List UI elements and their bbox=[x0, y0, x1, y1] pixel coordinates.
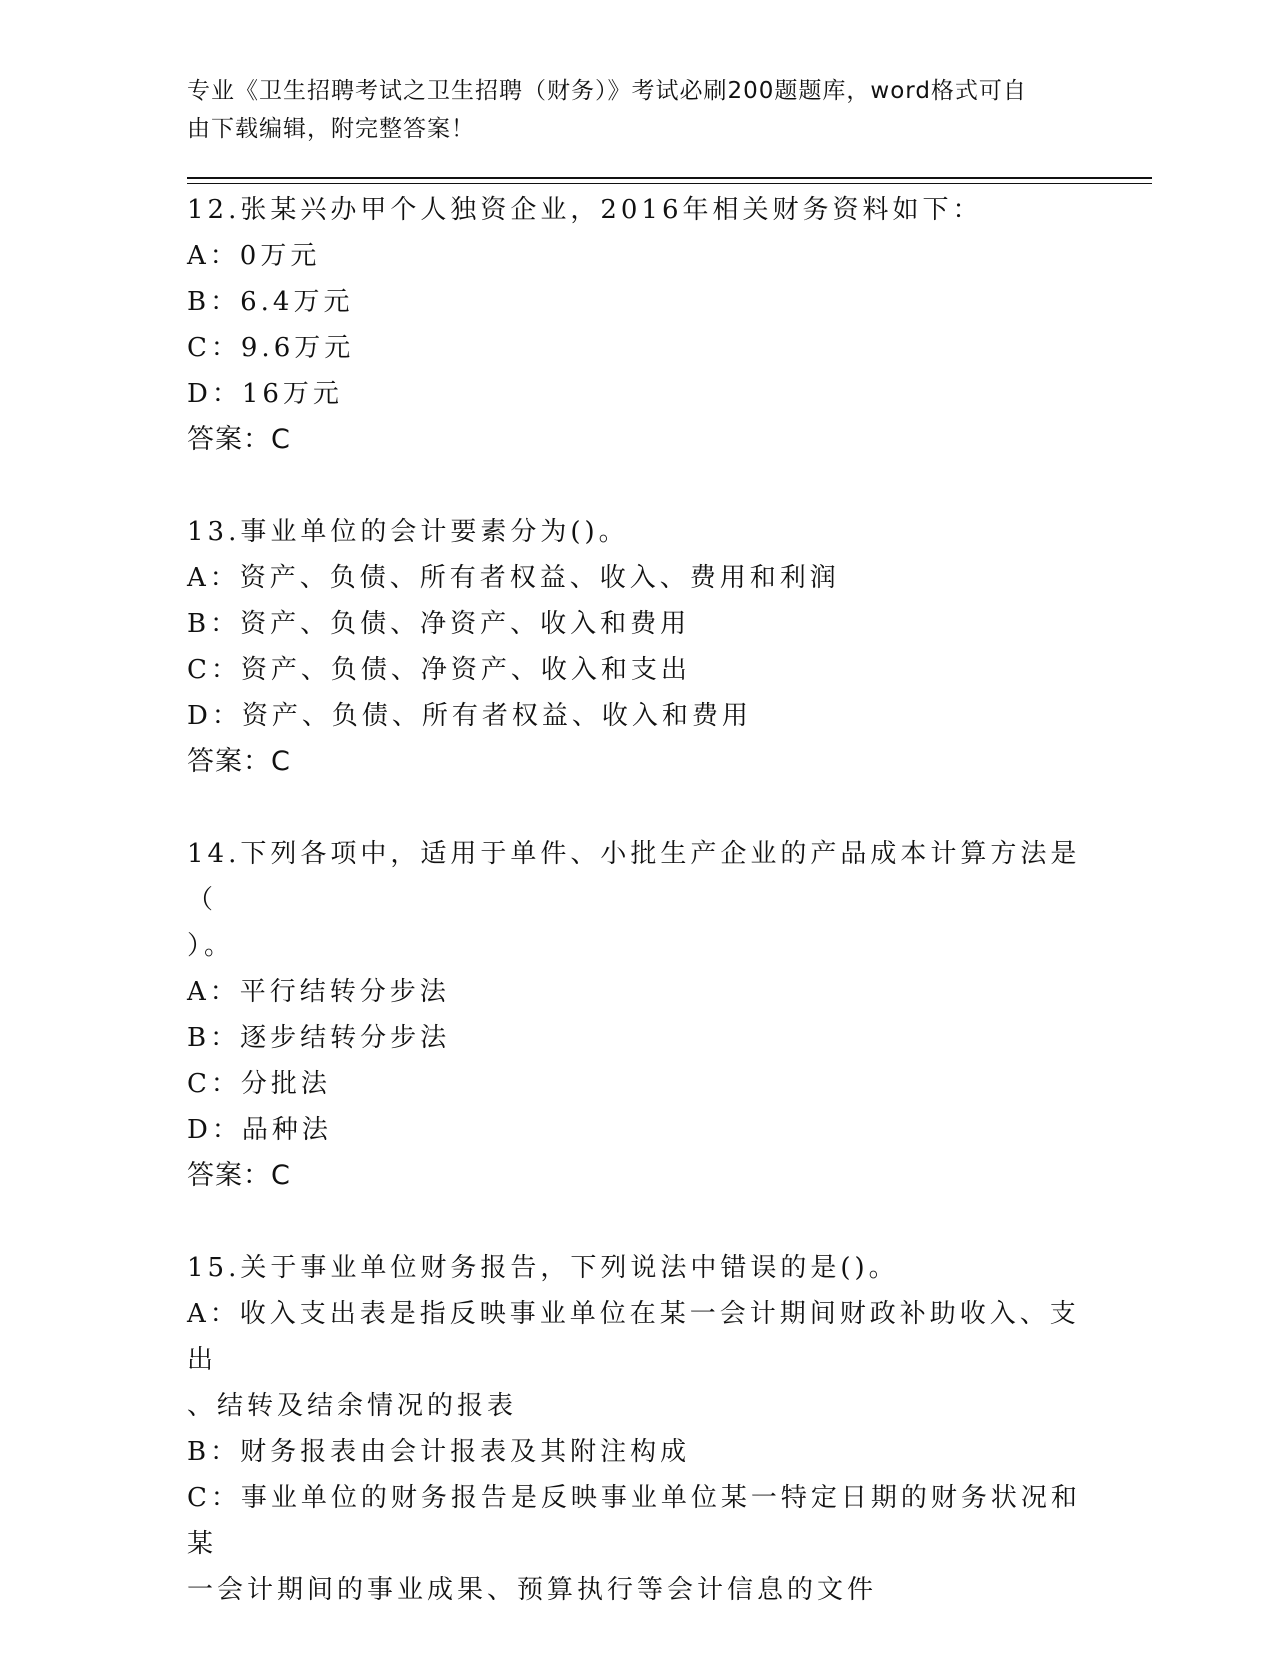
question-stem: 15.关于事业单位财务报告，下列说法中错误的是()。 bbox=[187, 1253, 899, 1283]
header-line-1: 专业《卫生招聘考试之卫生招聘（财务）》考试必刷200题题库，word格式可自 bbox=[187, 78, 1027, 104]
option-c: C：事业单位的财务报告是反映事业单位某一特定日期的财务状况和某 bbox=[187, 1483, 1081, 1559]
option-c: C：9.6万元 bbox=[187, 333, 355, 363]
question-12 bbox=[187, 187, 1087, 463]
question-stem: 13.事业单位的会计要素分为()。 bbox=[187, 517, 629, 547]
option-d: D：品种法 bbox=[187, 1115, 332, 1145]
option-c-continued: 一会计期间的事业成果、预算执行等会计信息的文件 bbox=[187, 1575, 878, 1605]
header-divider-thin bbox=[187, 183, 1152, 184]
option-a: A：资产、负债、所有者权益、收入、费用和利润 bbox=[187, 563, 840, 593]
option-d: D：16万元 bbox=[187, 379, 343, 409]
answer-label: 答案：C bbox=[187, 424, 291, 455]
option-a: A：0万元 bbox=[187, 241, 321, 271]
option-c: C：分批法 bbox=[187, 1069, 331, 1099]
option-a: A：收入支出表是指反映事业单位在某一会计期间财政补助收入、支出 bbox=[187, 1299, 1080, 1375]
header-line-2: 由下载编辑，附完整答案！ bbox=[187, 116, 475, 142]
option-b: B：逐步结转分步法 bbox=[187, 1023, 451, 1053]
question-13 bbox=[187, 509, 1087, 785]
option-d: D：资产、负债、所有者权益、收入和费用 bbox=[187, 701, 752, 731]
option-b: B：6.4万元 bbox=[187, 287, 354, 317]
option-b: B：资产、负债、净资产、收入和费用 bbox=[187, 609, 691, 639]
option-a: A：平行结转分步法 bbox=[187, 977, 450, 1007]
question-14 bbox=[187, 831, 1087, 1199]
question-stem: 14.下列各项中，适用于单件、小批生产企业的产品成本计算方法是（ bbox=[187, 839, 1081, 915]
header-divider-thick bbox=[187, 177, 1152, 179]
answer-label: 答案：C bbox=[187, 1160, 291, 1191]
option-c: C：资产、负债、净资产、收入和支出 bbox=[187, 655, 691, 685]
document-header bbox=[187, 72, 1067, 148]
question-15 bbox=[187, 1245, 1087, 1613]
answer-label: 答案：C bbox=[187, 746, 291, 777]
option-a-continued: 、结转及结余情况的报表 bbox=[187, 1391, 518, 1421]
option-b: B：财务报表由会计报表及其附注构成 bbox=[187, 1437, 691, 1467]
question-stem: 12.张某兴办甲个人独资企业，2016年相关财务资料如下： bbox=[187, 195, 983, 225]
question-stem-continued: ）。 bbox=[187, 931, 235, 961]
question-list bbox=[187, 187, 1087, 1659]
